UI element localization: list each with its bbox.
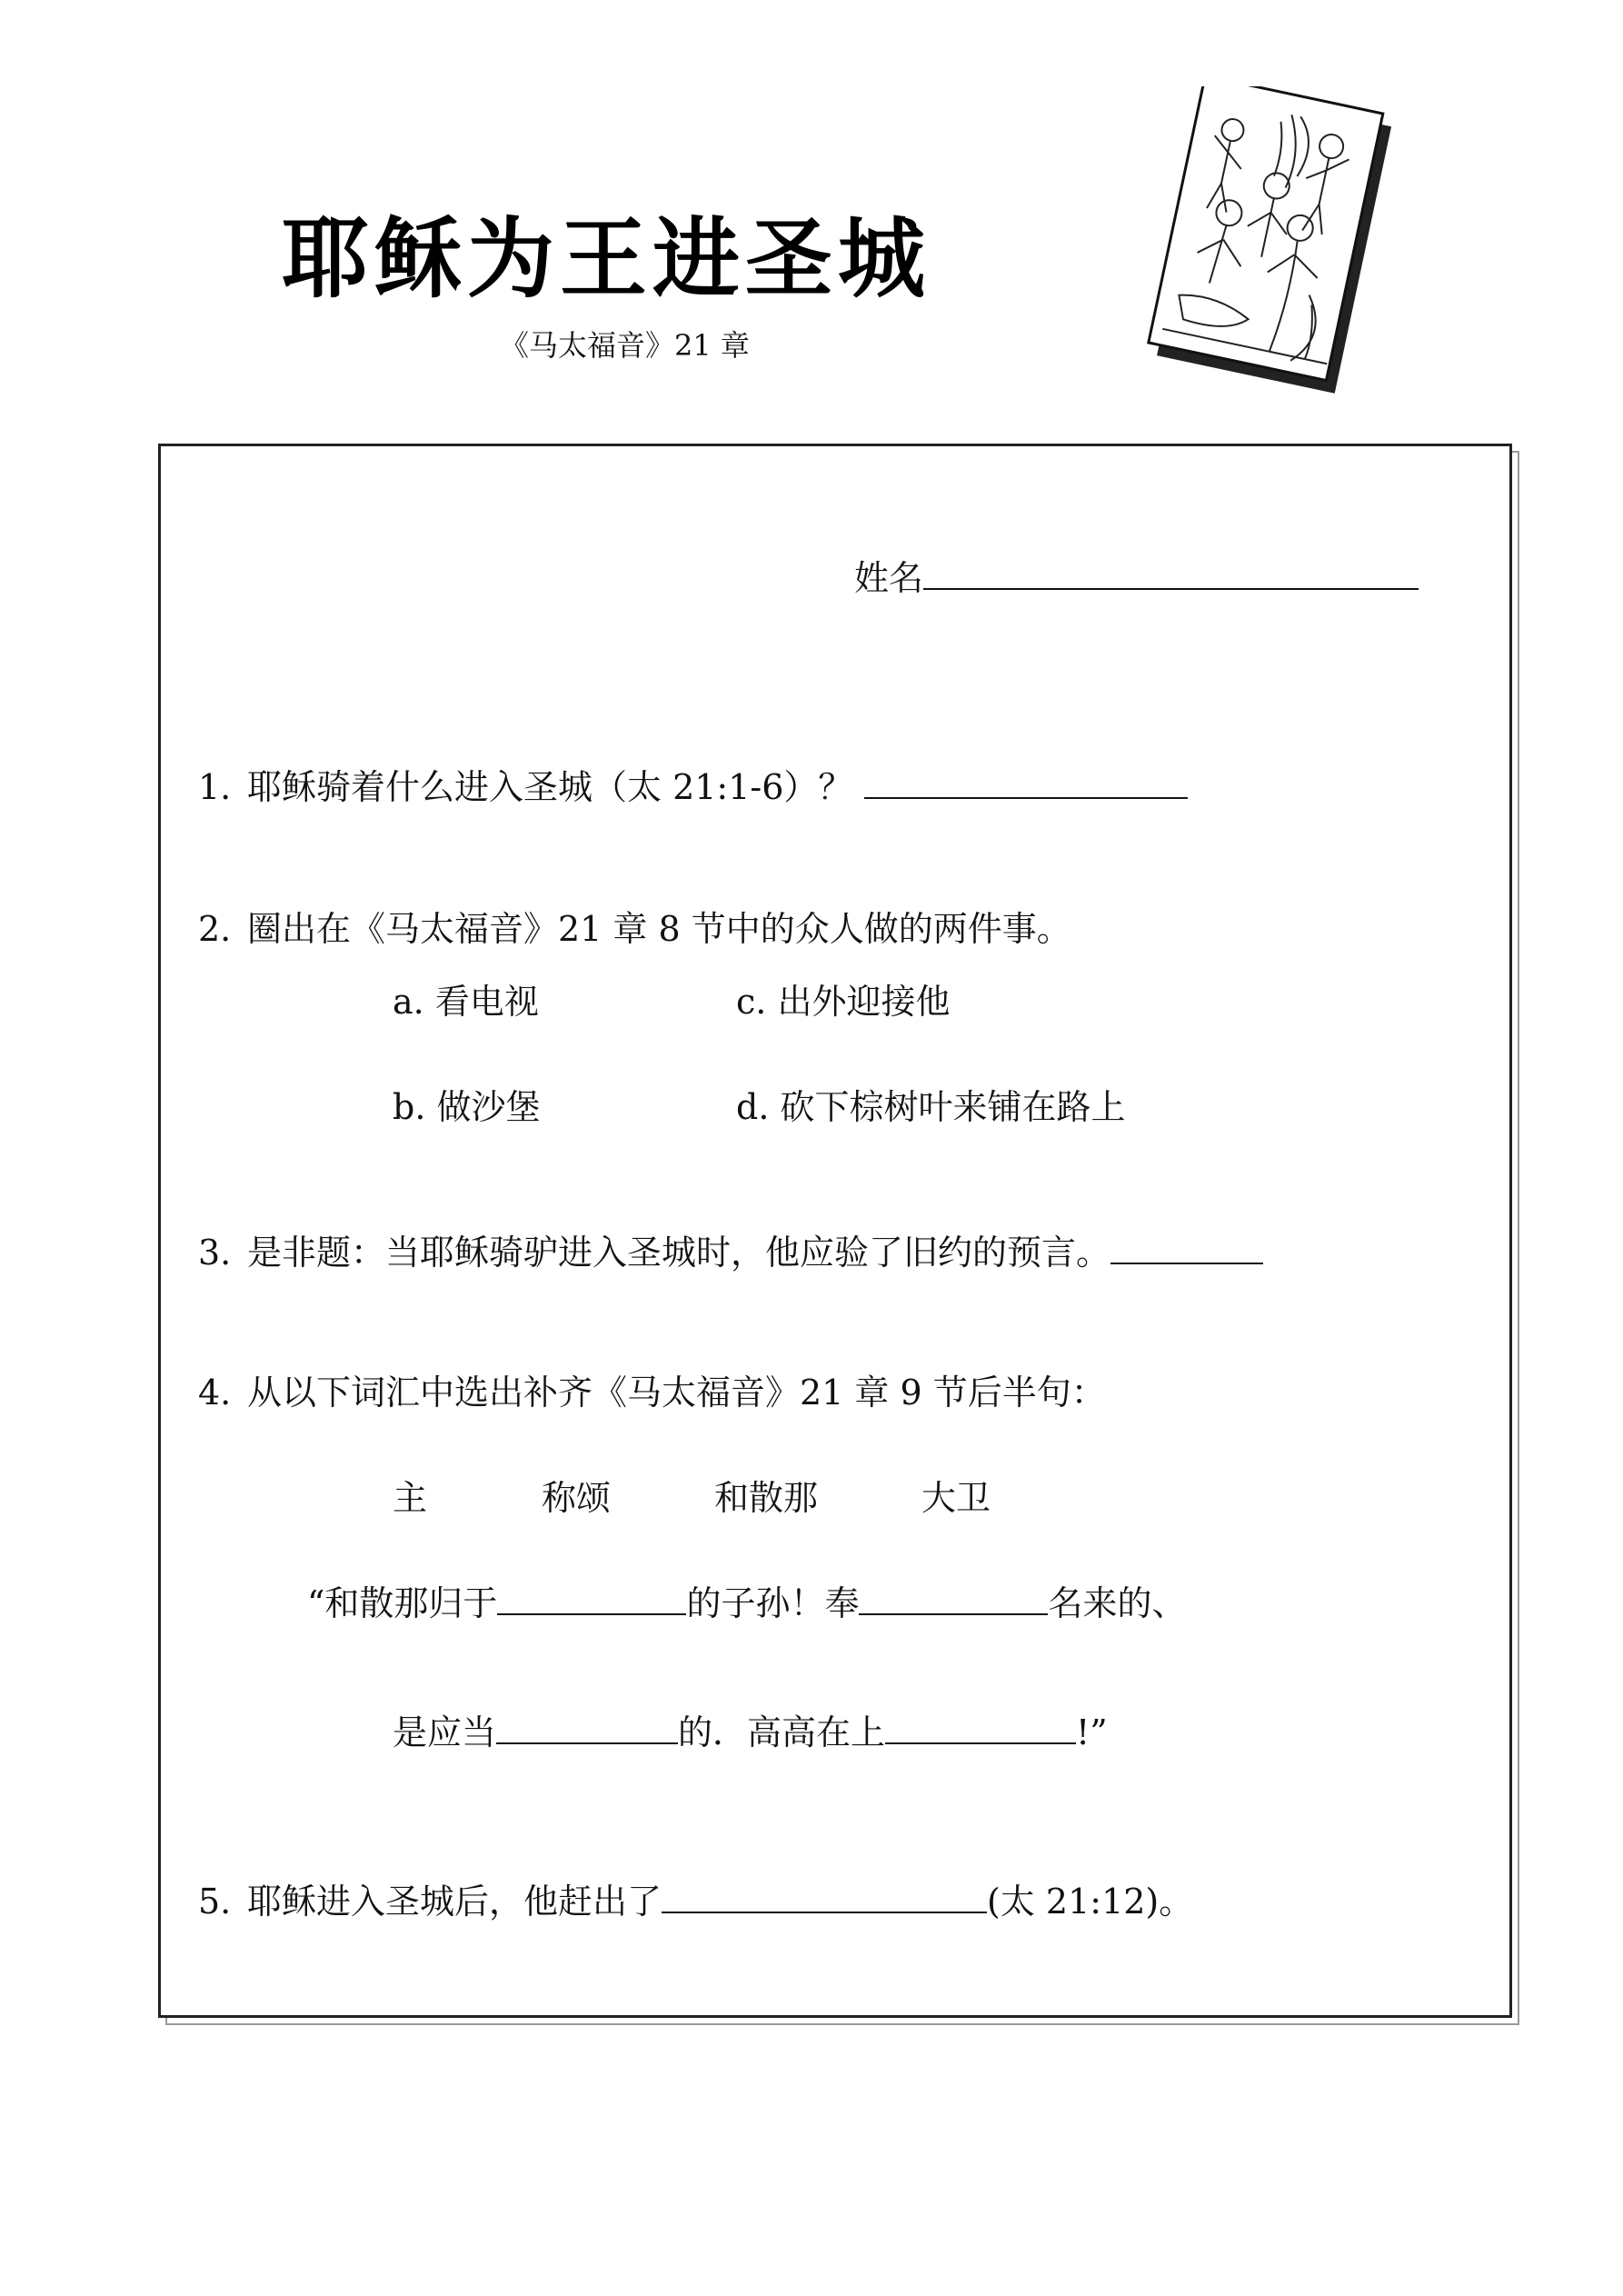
question-suffix: (太 21:12)。 [987,1882,1194,1922]
verse-text: “和散那归于 [307,1583,498,1623]
verse-text: 的．高高在上 [678,1712,886,1752]
verse-text: !” [1076,1712,1108,1752]
question-number: 5. [198,1882,232,1922]
option-b[interactable]: b. 做沙堡 [393,1087,541,1127]
question-4 [198,1371,1106,1414]
word-bank-item: 主 [393,1478,428,1518]
scripture-reference: 《马太福音》21 章 [500,328,750,363]
question-text: 耶稣骑着什么进入圣城（太 21:1-6）？ [247,767,853,807]
word-bank-item: 称颂 [542,1478,612,1518]
verse-line-1 [307,1582,1186,1625]
question-3 [198,1231,1263,1274]
verse-blank-3[interactable] [496,1712,678,1744]
question-number: 1. [198,767,232,807]
verse-blank-4[interactable] [885,1712,1076,1744]
question-text: 耶稣进入圣城后，他赶出了 [247,1882,662,1922]
question-text: 是非题：当耶稣骑驴进入圣城时，他应验了旧约的预言。 [247,1233,1111,1273]
answer-blank-5[interactable] [662,1881,987,1913]
answer-blank-3[interactable] [1110,1232,1263,1264]
option-c[interactable]: c. 出外迎接他 [736,982,951,1022]
verse-text: 的子孙！奉 [686,1583,860,1623]
page-title: 耶稣为王进圣城 [282,208,931,310]
question-1 [198,765,1188,809]
verse-blank-1[interactable] [497,1582,686,1615]
name-field[interactable] [854,556,1419,600]
word-bank-item: 大卫 [921,1478,991,1518]
question-number: 3. [198,1233,232,1273]
name-blank[interactable] [923,557,1419,590]
question-text: 圈出在《马太福音》21 章 8 节中的众人做的两件事。 [247,909,1071,949]
answer-blank-1[interactable] [864,766,1188,799]
verse-line-2 [393,1711,1108,1754]
question-number: 2. [198,909,232,949]
question-5 [198,1880,1193,1923]
name-label: 姓名 [854,558,924,598]
question-number: 4. [198,1373,232,1413]
palm-sunday-drawing-icon [1136,86,1409,414]
question-2 [198,907,1071,951]
question-text: 从以下词汇中选出补齐《马太福音》21 章 9 节后半句： [247,1373,1106,1413]
verse-text: 是应当 [393,1712,497,1752]
word-bank-item: 和散那 [714,1478,819,1518]
verse-blank-2[interactable] [859,1582,1048,1615]
verse-text: 名来的、 [1048,1583,1187,1623]
option-a[interactable]: a. 看电视 [393,982,539,1022]
option-d[interactable]: d. 砍下棕树叶来铺在路上 [736,1087,1126,1127]
